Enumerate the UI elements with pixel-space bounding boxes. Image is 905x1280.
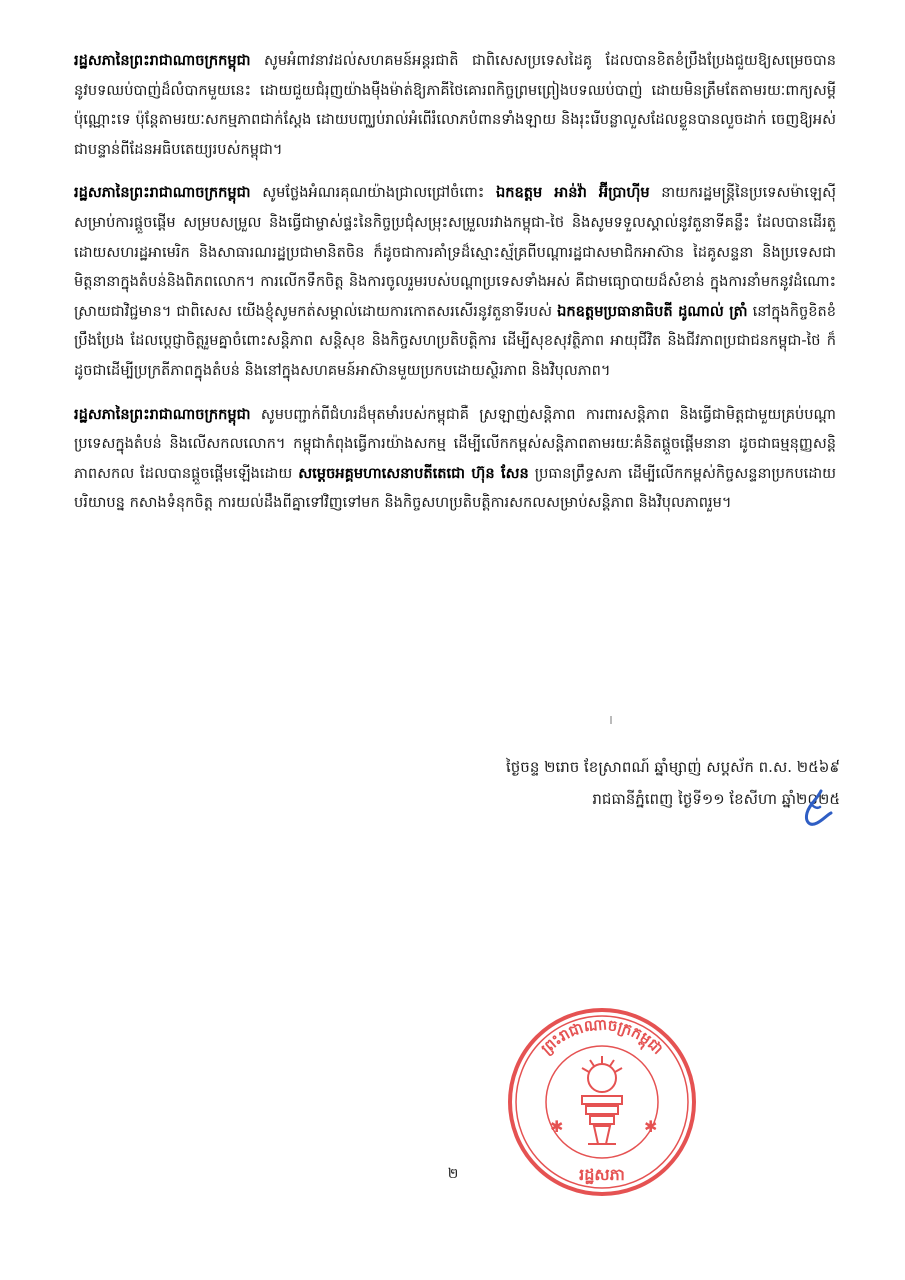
seal-star-left-icon: ✱ (550, 1117, 564, 1136)
highlighted-name: សម្ដេចអគ្គមហាសេនាបតីតេជោ ហ៊ុន សែន (298, 464, 529, 482)
paragraph-text: នាយករដ្ឋមន្ត្រីនៃប្រទេសម៉ាឡេស៊ី សម្រាប់ការផ្ដួចផ្ដើម សម្របសម្រួល និងធ្វើជាម្ចាស់ផ្ទះនៃកិច្ចប្រជុំសម្រុះសម្រួលរវាងកម្ពុជា-ថៃ និងសូមទទួលស្គាល់នូវតួនាទីគន្លឹះ ដែលបានដើរតួដោយសហរដ្ឋអាមេរិក និងសាធារណរដ្ឋប្រជាមានិតចិន ក៏ដូចជាការគាំទ្រដ៏ស្មោះស្ម័គ្រពីបណ្ដារដ្ឋជាសមាជិកអាស៊ាន ដៃគូសន្ទនា និងប្រទេសជាមិត្តនានាក្នុងតំបន់និងពិភពលោក។ ការលើកទឹកចិត្ត និងការចូលរួមរបស់បណ្ដាប្រទេសទាំងអស់ គឺជាមធ្យោបាយដ៏សំខាន់ ក្នុងការនាំមកនូវដំណោះស្រាយជាវិជ្ជមាន។ ជាពិសេស យើងខ្ញុំសូមកត់សម្គាល់ដោយការកោតសរសើរនូវតួនាទីរបស់ (74, 184, 837, 320)
highlighted-name: ឯកឧត្តម អាន់វ៉ា អ៊ីប្រាហ៊ីម (495, 184, 650, 202)
paragraph-text: នៅក្នុងកិច្ចខិតខំប្រឹងប្រែង ដែលប្ដេជ្ញាចិត្តរួមគ្នាចំពោះសន្តិភាព សន្តិសុខ និងកិច្ចសហប្រតិបត្តិការ ដើម្បីសុខសុវត្ថិភាព អាយុជីវិត និងជីវភាពប្រជាជនកម្ពុជា-ថៃ ក៏ដូចជាដើម្បីប្រក្រតីភាពក្នុងតំបន់ និងនៅក្នុងសហគមន៍អាស៊ានមួយប្រកបដោយស្ថិរភាព និងវិបុលភាព។ (74, 302, 837, 379)
paragraph-text: សូមបញ្ជាក់ពីជំហរដ៏មុតមាំរបស់កម្ពុជាគឺ ស្រឡាញ់សន្តិភាព ការពារសន្តិភាព និងធ្វើជាមិត្តជាមួយគ្រប់បណ្ដាប្រទេសក្នុងតំបន់ និងលើសកលលោក។ កម្ពុជាកំពុងធ្វើការយ៉ាងសកម្ម ដើម្បីលើកកម្ពស់សន្តិភាពតាមរយៈគំនិតផ្ដួចផ្ដើមនានា ដូចជាធម្មនុញ្ញសន្តិភាពសកល ដែលបានផ្ដួចផ្ដើមឡើងដោយ (74, 405, 836, 482)
paragraph-1 (74, 46, 836, 164)
paragraph-lead-org: រដ្ឋសភានៃព្រះរាជាណាចក្រកម្ពុជា (74, 52, 251, 69)
paragraph-text: ប្រធានព្រឹទ្ធសភា ដើម្បីលើកកម្ពស់កិច្ចសន្ទនាប្រកបដោយបរិយាបន្ន កសាងទំនុកចិត្ត ការយល់ដឹងពីគ្នាទៅវិញទៅមក និងកិច្ចសហប្រតិបត្តិការសកលសម្រាប់សន្តិភាព និងវិបុលភាពរួម។ (74, 464, 837, 512)
seal-emblem-icon (582, 1056, 622, 1144)
official-seal (504, 1004, 700, 1200)
date-lunar: ថ្ងៃចន្ទ ២រោច ខែស្រាពណ៍ ឆ្នាំម្សាញ់ សប្តស័ក ព.ស. ២៥៦៩ (506, 758, 840, 776)
date-solar-place: រាជធានីភ្នំពេញ ថ្ងៃទី១១ ខែសីហា ឆ្នាំ២០២៥ (592, 790, 840, 808)
paragraph-2 (74, 178, 836, 385)
signature-mark (787, 785, 833, 835)
seal-text-bottom: រដ្ឋសភា (579, 1165, 625, 1184)
stray-mark (610, 716, 612, 724)
paragraph-lead-org: រដ្ឋសភានៃព្រះរាជាណាចក្រកម្ពុជា (74, 405, 251, 423)
paragraph-text: សូមថ្លែងអំណរគុណយ៉ាងជ្រាលជ្រៅចំពោះ (262, 184, 485, 202)
paragraph-lead-org: រដ្ឋសភានៃព្រះរាជាណាចក្រកម្ពុជា (74, 184, 251, 202)
highlighted-name: ឯកឧត្តមប្រធានាធិបតី ដូណាល់ ត្រាំ (557, 302, 748, 320)
paragraph-text: សូមអំពាវនាវដល់សហគមន៍អន្តរជាតិ ជាពិសេសប្រទេសដៃគូ ដែលបានខិតខំប្រឹងប្រែងជួយឱ្យសម្រេចបាននូវបទឈប់បាញ់ដ៏លំបាកមួយនេះ ដោយជួយជំរុញយ៉ាងម៉ឺងម៉ាត់ឱ្យភាគីថៃគោរពកិច្ចព្រមព្រៀងបទឈប់បាញ់ ដោយមិនត្រឹមតែតាមរយៈពាក្យសម្ដីប៉ុណ្ណោះទេ ប៉ុន្តែតាមរយៈសកម្មភាពជាក់ស្ដែង ដោយបញ្ឈប់រាល់អំពើរំលោភបំពានទាំងឡាយ និងរុះរើបន្លាលួសដែលខ្លួនបានលួចដាក់ ចេញឱ្យអស់ជាបន្ទាន់ពីដែនអធិបតេយ្យរបស់កម្ពុជា។ (74, 52, 836, 158)
page-number: ២ (447, 1166, 459, 1182)
seal-text-top: ព្រះរាជាណាចក្រកម្ពុជា (537, 1015, 667, 1058)
seal-star-right-icon: ✱ (644, 1117, 658, 1136)
document-body (74, 46, 836, 532)
paragraph-3 (74, 400, 836, 518)
